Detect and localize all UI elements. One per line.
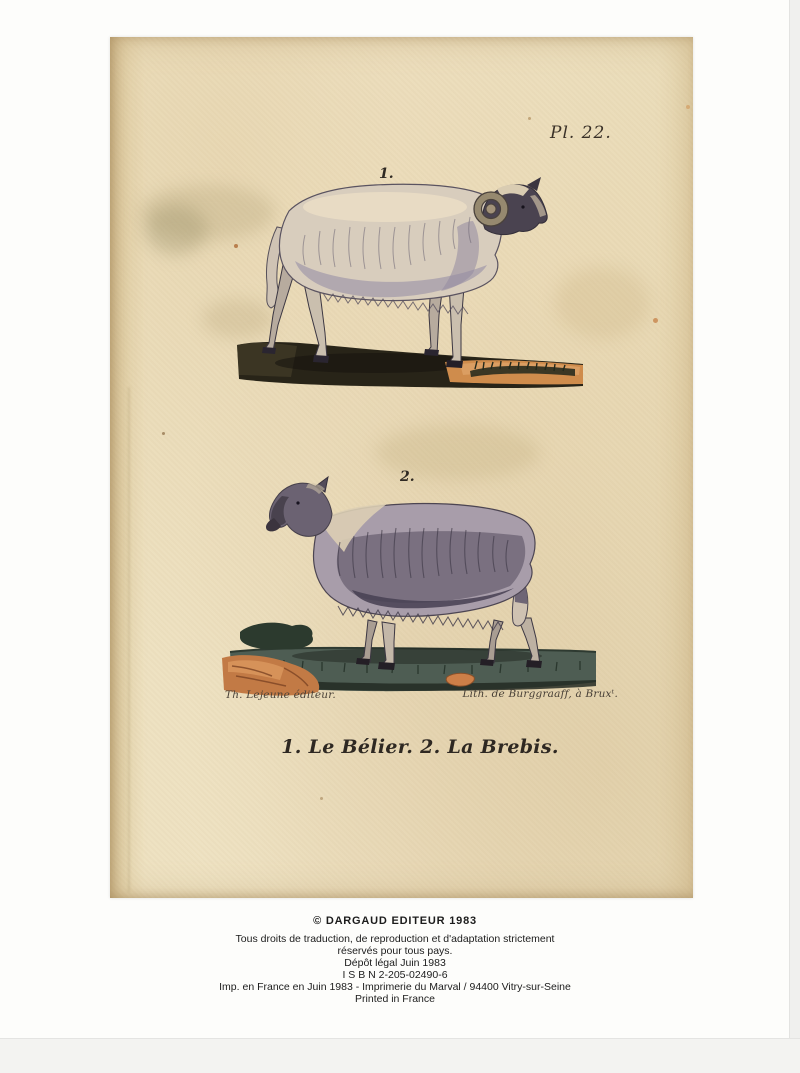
plate-paper xyxy=(110,37,693,898)
ewe-ground xyxy=(222,623,596,696)
ram-eye xyxy=(521,205,524,208)
scan-margin-bottom xyxy=(0,1038,800,1073)
ram-ground xyxy=(237,342,583,388)
imprint-isbn: I S B N 2-205-02490-6 xyxy=(342,968,448,981)
figure2-number: 2. xyxy=(400,469,415,485)
ewe-illustration xyxy=(222,470,602,705)
imprint-rights-line1: Tous droits de traduction, de reproduction et d'adaptation strictement xyxy=(235,932,555,945)
foxing-spot xyxy=(686,105,690,109)
ram-illustration xyxy=(235,165,585,395)
figure1-number: 1. xyxy=(379,166,394,182)
ram-figure xyxy=(262,177,547,368)
imprint-copyright: © DARGAUD EDITEUR 1983 xyxy=(313,915,477,927)
plate-number: Pl. 22. xyxy=(550,123,612,143)
paper-fold-line xyxy=(128,387,130,892)
publisher-credit: Th. Lejeune éditeur. xyxy=(225,689,336,701)
imprint-printed-in: Printed in France xyxy=(355,993,435,1006)
imprint-rights-line2: réservés pour tous pays. xyxy=(337,944,453,957)
imprint-printer: Imp. en France en Juin 1983 - Imprimerie du Marval / 94400 Vitry-sur-Seine xyxy=(219,980,571,993)
lithographer-credit: Lith. de Burggraaff, à Bruxᵗ. xyxy=(462,688,618,700)
bleedthrough-smudge xyxy=(145,205,207,255)
plate-caption: 1. Le Bélier. 2. La Brebis. xyxy=(281,736,559,758)
foxing-spot xyxy=(162,432,165,435)
imprint-block xyxy=(0,916,790,1006)
imprint-depot-legal: Dépôt légal Juin 1983 xyxy=(344,956,446,969)
ram-horn xyxy=(474,192,508,226)
ewe-bush xyxy=(240,623,313,650)
scan-margin-right xyxy=(789,0,800,1073)
foxing-spot xyxy=(653,318,658,323)
ewe-eye xyxy=(296,501,299,504)
foxing-spot xyxy=(320,797,323,800)
ewe-stone xyxy=(446,673,474,686)
foxing-spot xyxy=(528,117,531,120)
